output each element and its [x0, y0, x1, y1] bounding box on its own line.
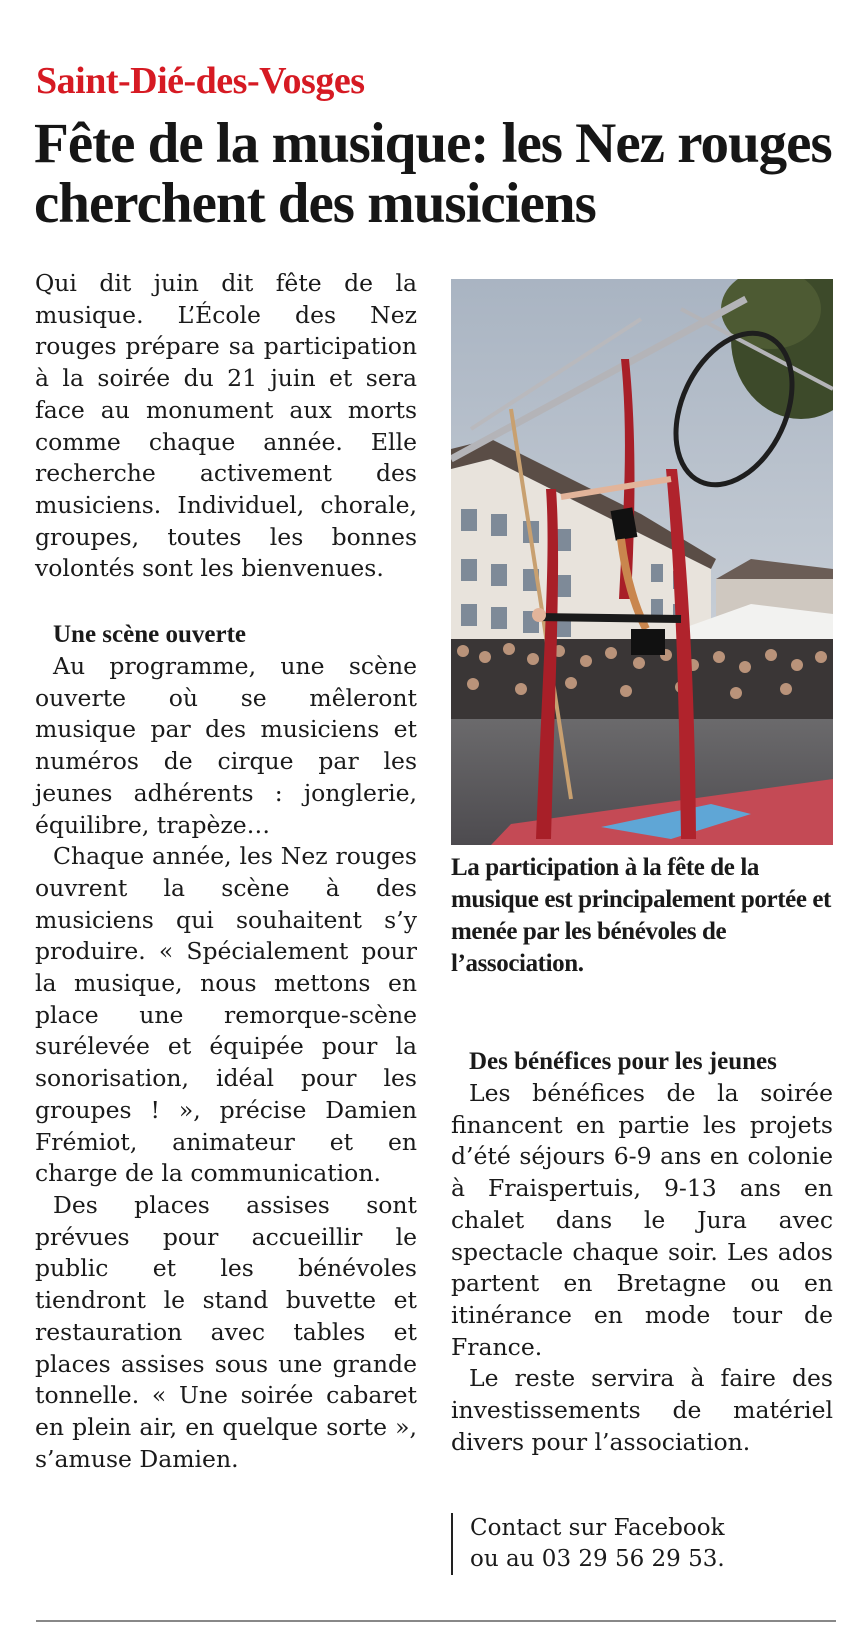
article-headline: Fête de la musique: les Nez rouges cherchent des musiciens — [34, 112, 832, 235]
section1-paragraph: Chaque année, les Nez rouges ouvrent la scène à des musiciens qui souhaitent s’y produire. « Spécialement pour la musique, nous mettons en place une remorque-scène surélevée et équipée pour la sonorisation, idéal pour les groupes ! », précise Damien Frémiot, animateur et en charge de la communication. — [35, 842, 417, 1188]
contact-facebook: Contact sur Facebook — [470, 1515, 725, 1541]
section1-paragraph: Au programme, une scène ouverte où se mêleront musique par des musiciens et numéros de cirque par les jeunes adhérents : jonglerie, équilibre, trapèze… — [35, 652, 417, 839]
section-heading-benefices: Des bénéfices pour les jeunes — [469, 1048, 777, 1075]
section-heading-scene-ouverte: Une scène ouverte — [53, 621, 246, 649]
left-column — [35, 268, 417, 1475]
section1-paragraph: Des places assises sont prévues pour accueillir le public et les bénévoles tiendront le stand buvette et restauration avec tables et places assises sous une grande tonnelle. « Une soirée cabaret en plein air, en quelque sorte », s’amuse Damien. — [35, 1190, 417, 1473]
bottom-divider — [36, 1620, 836, 1622]
contact-phone: ou au 03 29 56 29 53. — [470, 1546, 725, 1572]
article-kicker: Saint-Dié-des-Vosges — [36, 60, 365, 102]
photo-caption: La participation à la fête de la musique est principalement portée et menée par les bénévoles de l’association. — [451, 854, 831, 977]
right-column — [451, 1046, 833, 1458]
aerial-performance-photo — [451, 279, 833, 845]
section2-paragraph: Les bénéfices de la soirée financent en partie les projets d’été séjours 6-9 ans en colonie à Fraispertuis, 9-13 ans en chalet dans le Jura avec spectacle chaque soir. Les ados partent en Bretagne ou en itinérance en mode tour de France. — [451, 1079, 833, 1361]
article-intro: Qui dit juin dit fête de la musique. L’École des Nez rouges prépare sa participation à la soirée du 21 juin et sera face au monument aux morts comme chaque année. Elle recherche activement des musiciens. Individuel, chorale, groupes, toutes les bonnes volontés sont les bienvenues. — [35, 269, 417, 583]
contact-box — [451, 1513, 770, 1575]
article-photo — [451, 279, 833, 845]
section2-paragraph: Le reste servira à faire des investissements de matériel divers pour l’association. — [451, 1364, 833, 1456]
